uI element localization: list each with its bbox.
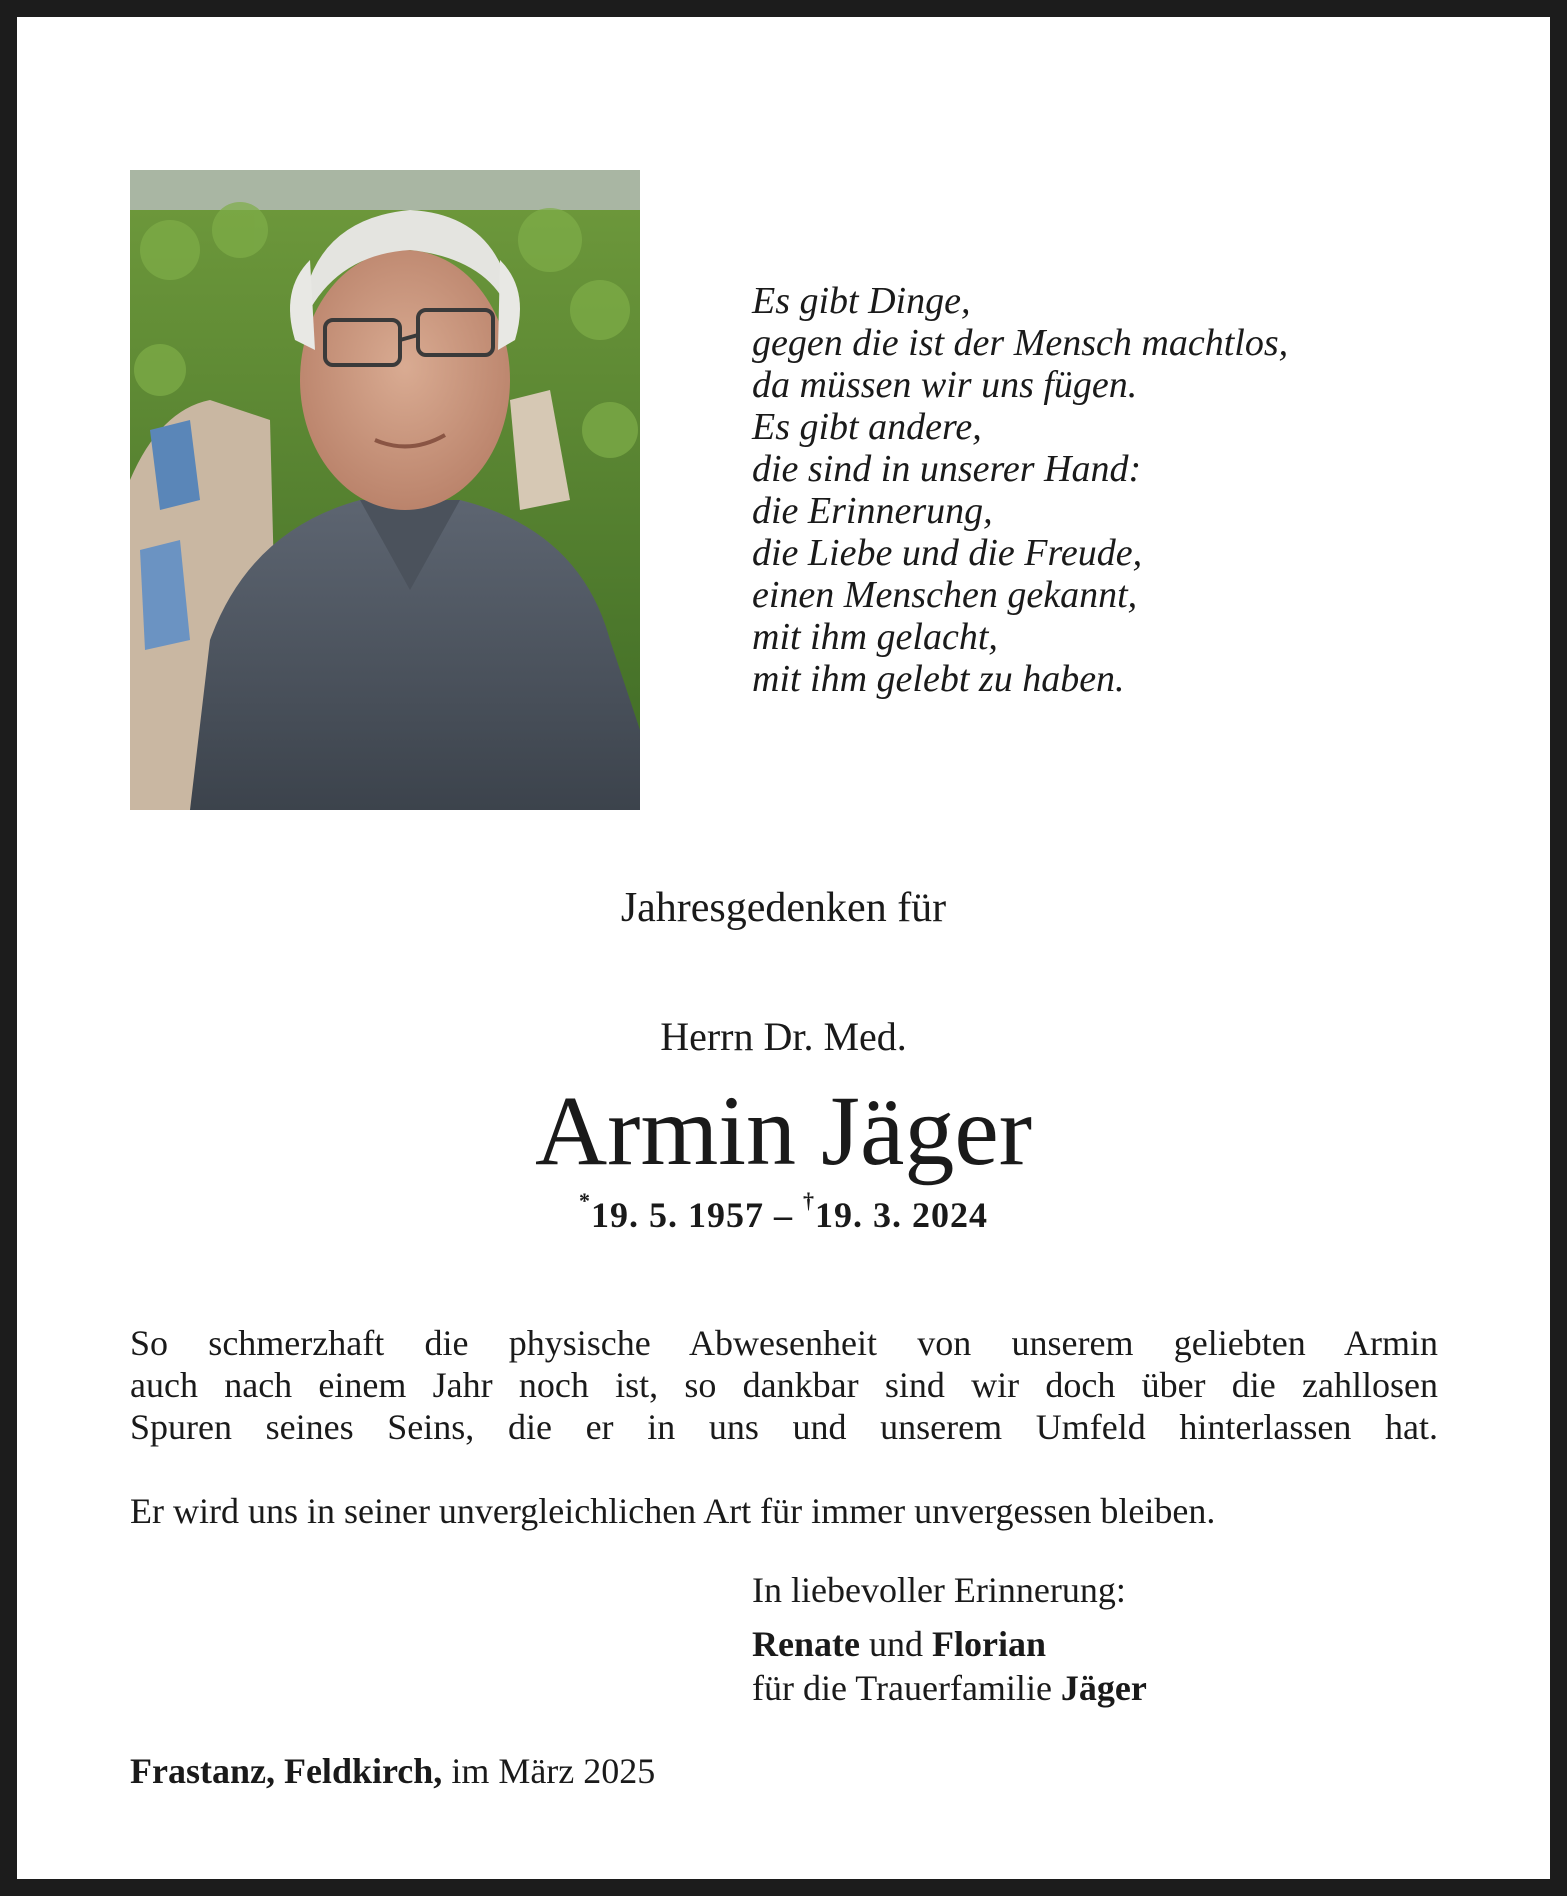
date-separator: – [764,1195,803,1235]
signoff-names [752,1622,1147,1666]
poem-line: mit ihm gelebt zu haben. [752,658,1125,700]
death-symbol: † [803,1188,815,1213]
memorial-poem [752,280,1288,700]
poem-line: gegen die ist der Mensch machtlos, [752,322,1289,364]
memorial-paragraph-closing: Er wird uns in seiner unvergleichlichen Art für immer unvergessen bleiben. [130,1491,1216,1531]
poem-line: die sind in unserer Hand: [752,448,1142,490]
death-date: 19. 3. 2024 [815,1195,988,1235]
mourner-name: Florian [931,1624,1046,1664]
paragraph-line: Spuren seines Seins, die er in uns und unserem Umfeld hinterlassen hat. [130,1407,1438,1447]
portrait-photo [130,170,640,810]
paragraph-line: auch nach einem Jahr noch ist, so dankbar sind wir doch über die zahllosen [130,1365,1438,1405]
birth-symbol: * [579,1188,591,1213]
mourner-name: Renate [752,1624,860,1664]
poem-line: Es gibt Dinge, [752,280,971,322]
birth-date: 19. 5. 1957 [591,1195,764,1235]
signoff-intro: In liebevoller Erinnerung: [752,1570,1126,1610]
family-prefix: für die Trauerfamilie [752,1668,1061,1708]
place-and-date [130,1750,655,1792]
notice-heading: Jahresgedenken für [620,885,947,931]
memorial-paragraph [130,1322,1438,1448]
family-name: Jäger [1060,1668,1147,1708]
notice-date: im März 2025 [442,1751,656,1791]
honorific-title: Herrn Dr. Med. [660,1014,907,1059]
signoff-family [752,1666,1147,1710]
poem-line: die Erinnerung, [752,490,993,532]
poem-line: da müssen wir uns fügen. [752,364,1138,406]
signoff-conjunction: und [859,1624,932,1664]
paragraph-line: So schmerzhaft die physische Abwesenheit von unserem geliebten Armin [130,1323,1438,1363]
poem-line: einen Menschen gekannt, [752,574,1138,616]
deceased-name: Armin Jäger [534,1075,1033,1186]
poem-line: Es gibt andere, [752,406,982,448]
poem-line: die Liebe und die Freude, [752,532,1143,574]
signoff-block [752,1568,1147,1710]
place-locations: Frastanz, Feldkirch, [130,1751,443,1791]
life-dates [0,1188,1567,1236]
poem-line: mit ihm gelacht, [752,616,998,658]
